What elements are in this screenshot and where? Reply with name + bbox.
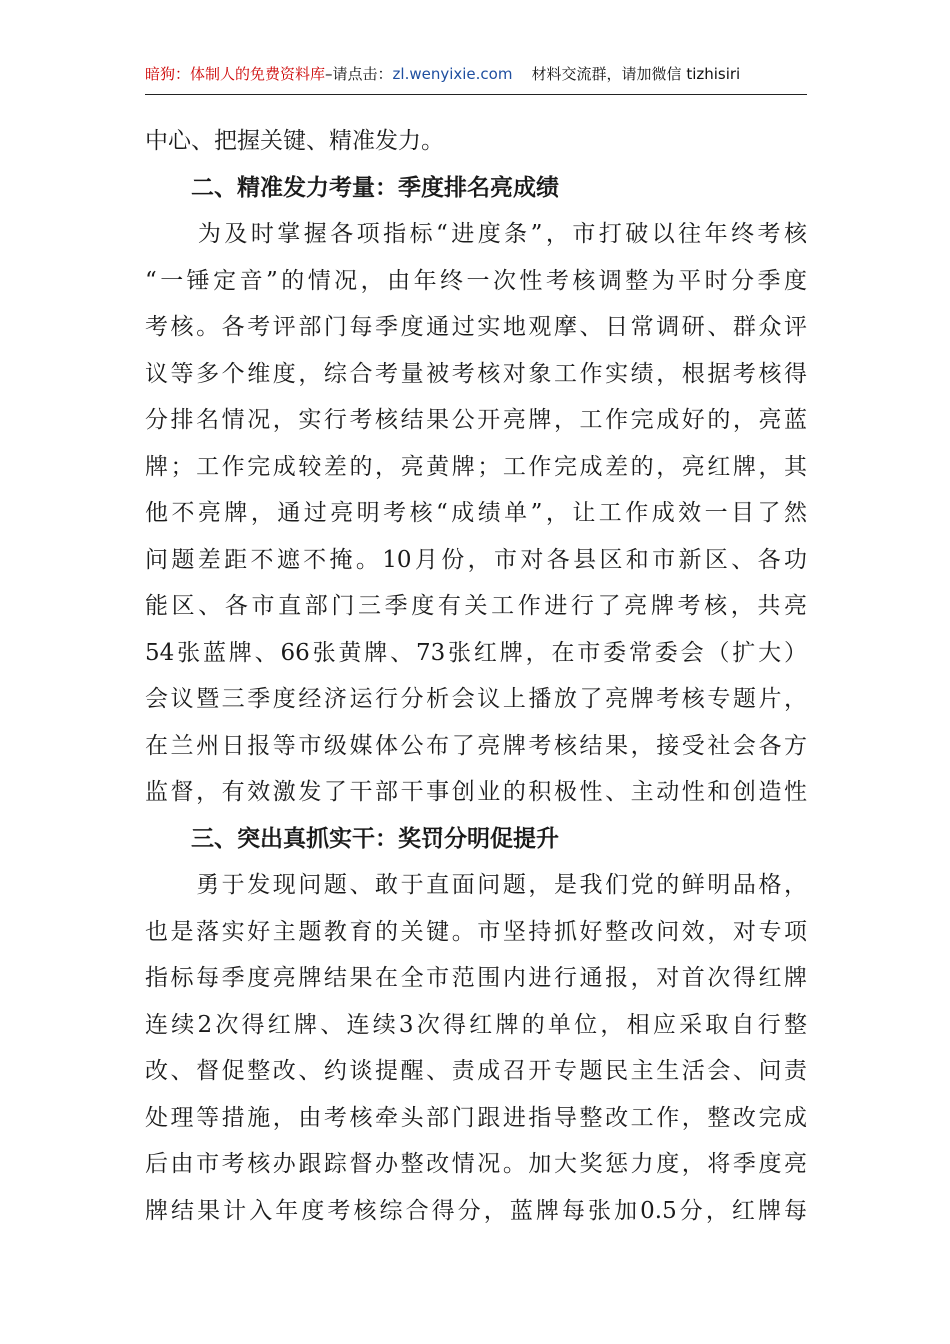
header-click-prompt: –请点击： bbox=[325, 65, 393, 83]
paragraph-line: 指标每季度亮牌结果在全市范围内进行通报，对首次得红牌 bbox=[145, 965, 807, 991]
paragraph-line: 勇于发现问题、敢于直面问题，是我们党的鲜明品格， bbox=[145, 872, 807, 898]
paragraph-line: 问题差距不遮不掩。10月份，市对各县区和市新区、各功 bbox=[145, 546, 807, 573]
paragraph-line: 牌结果计入年度考核综合得分，蓝牌每张加0.5分，红牌每 bbox=[145, 1197, 807, 1224]
section-heading: 二、精准发力考量：季度排名亮成绩 bbox=[191, 174, 559, 201]
paragraph-line: 议等多个维度，综合考量被考核对象工作实绩，根据考核得 bbox=[145, 360, 807, 387]
paragraph-line: 处理等措施，由考核牵头部门跟进指导整改工作，整改完成 bbox=[145, 1104, 807, 1131]
header-divider bbox=[145, 94, 807, 95]
paragraph-line: 牌；工作完成较差的，亮黄牌；工作完成差的，亮红牌，其 bbox=[145, 453, 807, 480]
paragraph-line: 能区、各市直部门三季度有关工作进行了亮牌考核，共亮 bbox=[145, 593, 807, 619]
section-heading: 三、突出真抓实干：奖罚分明促提升 bbox=[191, 825, 559, 852]
header-site-name: 暗狗：体制人的免费资料库 bbox=[145, 65, 326, 83]
paragraph-line: 会议暨三季度经济运行分析会议上播放了亮牌考核专题片， bbox=[145, 686, 807, 712]
paragraph-line: 也是落实好主题教育的关键。市坚持抓好整改问效，对专项 bbox=[145, 918, 807, 945]
header-wechat-note: 材料交流群，请加微信 tizhisiri bbox=[531, 65, 741, 83]
paragraph-line: 他不亮牌，通过亮明考核“成绩单”，让工作成效一目了然 bbox=[145, 500, 807, 526]
paragraph-line: 监督，有效激发了干部干事创业的积极性、主动性和创造性 bbox=[145, 779, 807, 805]
header-link[interactable]: zl.wenyixie.com bbox=[392, 65, 513, 83]
paragraph-line: 连续2次得红牌、连续3次得红牌的单位，相应采取自行整 bbox=[145, 1011, 807, 1038]
paragraph-line: 在兰州日报等市级媒体公布了亮牌考核结果，接受社会各方 bbox=[145, 732, 807, 759]
paragraph-line: 中心、把握关键、精准发力。 bbox=[145, 128, 444, 154]
paragraph-line: 后由市考核办跟踪督办整改情况。加大奖惩力度，将季度亮 bbox=[145, 1151, 807, 1177]
document-body bbox=[145, 118, 807, 1234]
paragraph-line: 为及时掌握各项指标“进度条”，市打破以往年终考核 bbox=[145, 221, 807, 247]
paragraph-line: 改、督促整改、约谈提醒、责成召开专题民主生活会、问责 bbox=[145, 1058, 807, 1084]
paragraph-line: 54张蓝牌、66张黄牌、73张红牌，在市委常委会（扩大） bbox=[145, 639, 807, 666]
paragraph-line: 考核。各考评部门每季度通过实地观摩、日常调研、群众评 bbox=[145, 314, 807, 340]
paragraph-line: 分排名情况，实行考核结果公开亮牌，工作完成好的，亮蓝 bbox=[145, 407, 807, 433]
page-header bbox=[145, 62, 807, 86]
paragraph-line: “一锤定音”的情况，由年终一次性考核调整为平时分季度 bbox=[145, 267, 807, 294]
